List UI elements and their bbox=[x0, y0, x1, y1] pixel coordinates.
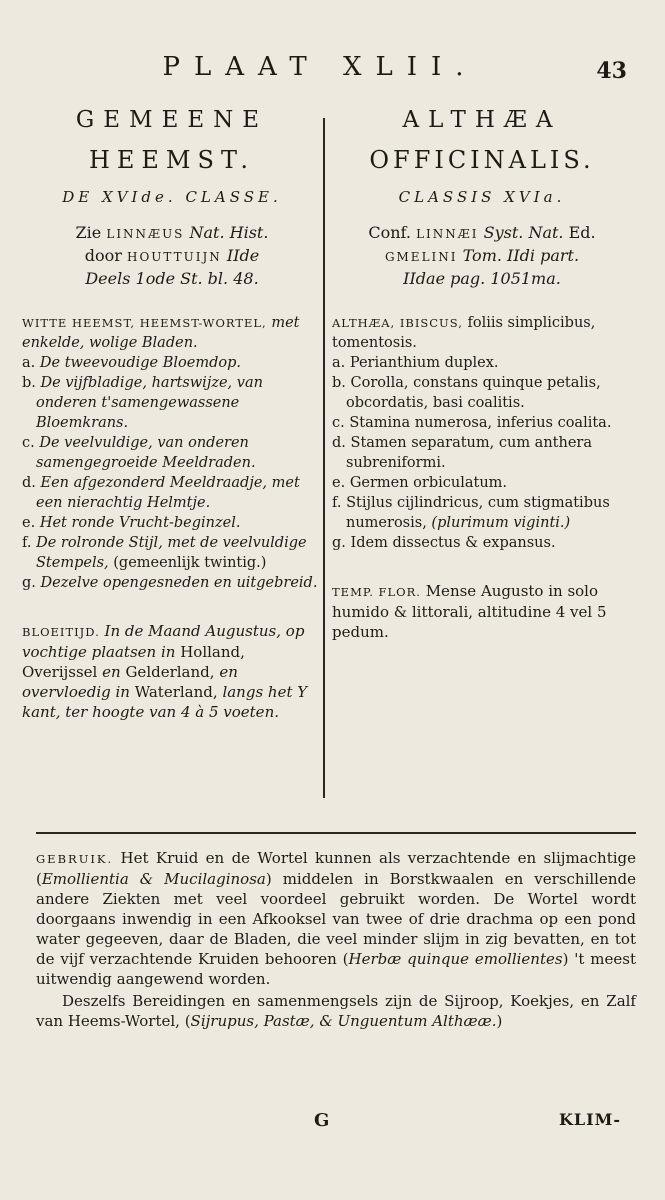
list-item: f. De rolronde Stijl, met de veelvuldige Stempels, (gemeenlijk twintig.) bbox=[22, 535, 307, 571]
list-item: g. Dezelve opengesneden en uitgebreid. bbox=[22, 575, 318, 591]
dutch-classe: DE XVIde. CLASSE. bbox=[62, 188, 282, 206]
gebruik-label: GEBRUIK. bbox=[36, 852, 114, 866]
bereidingen-paragraph: Deszelfs Bereidingen en samenmengsels zijn de Sijroop, Koekjes, en Zalf van Heems-Wortel, (Sijrupus, Pastæ, & Unguentum Althææ.) bbox=[36, 992, 636, 1030]
ref-linnaei: LINNÆI bbox=[416, 227, 479, 241]
latin-description bbox=[332, 313, 632, 353]
list-item: c. De veelvuldige, van onderen samengegroeide Meeldraden. bbox=[22, 435, 256, 471]
ref-syst: Syst. Nat. bbox=[483, 223, 564, 242]
signature-mark: G bbox=[314, 1110, 330, 1131]
dutch-title-1: GEMEENE bbox=[75, 107, 269, 133]
dutch-item-list bbox=[22, 353, 322, 593]
bloeitijd-label: BLOEITIJD. bbox=[22, 625, 100, 639]
list-item: f. Stijlus cijlindricus, cum stigmatibus numerosis, (plurimum viginti.) bbox=[332, 495, 610, 531]
latin-description-rest: foliis simplicibus, tomentosis. bbox=[332, 315, 596, 351]
dutch-description bbox=[22, 313, 322, 353]
list-item: e. Germen orbiculatum. bbox=[332, 475, 508, 491]
list-item: g. Idem dissectus & expansus. bbox=[332, 535, 556, 551]
list-item: a. Perianthium duplex. bbox=[332, 355, 499, 371]
list-item: d. Een afgezonderd Meeldraadje, met een nierachtig Helmtje. bbox=[22, 475, 300, 511]
latin-item-list bbox=[332, 353, 632, 553]
list-item: a. De tweevoudige Bloemdop. bbox=[22, 355, 241, 371]
ref-linnaeus: LINNÆUS bbox=[106, 227, 185, 241]
dutch-reference bbox=[22, 222, 322, 289]
list-item: e. Het ronde Vrucht-beginzel. bbox=[22, 515, 241, 531]
latin-description-lead: ALTHÆA, IBISCUS, bbox=[332, 316, 463, 330]
dutch-description-rest: met enkelde, wolige Bladen. bbox=[22, 315, 300, 351]
list-item: c. Stamina numerosa, inferius coalita. bbox=[332, 415, 612, 431]
ref-zie: Zie bbox=[75, 223, 102, 242]
section-rule bbox=[36, 832, 636, 834]
plate-title: PLAAT XLII. bbox=[162, 52, 478, 82]
column-divider bbox=[323, 118, 325, 798]
ref-conf: Conf. bbox=[368, 223, 411, 242]
list-item: d. Stamen separatum, cum anthera subreniformi. bbox=[332, 435, 592, 471]
gebruik-paragraph: GEBRUIK. Het Kruid en de Wortel kunnen als verzachtende en slijmachtige (Emollientia & Mucilaginosa) middelen in Borstkwaalen en verschillende andere Ziekten met veel voordeel gebruikt worden. De Wortel wordt doorgaans inwendig in een Afkooksel van twee of drie drachma op een pond water gegeeven, daar de Bladen, die veel minder slijm in zig bevatten, en tot de vijf verzachtende Kruiden behooren (Herbæ quinque emollientes) 't meest uitwendig aangewend worden. bbox=[36, 849, 636, 988]
ref-nat-hist: Nat. Hist. bbox=[189, 223, 269, 242]
gebruik-section bbox=[36, 848, 636, 1031]
ref-ed: Ed. bbox=[568, 223, 596, 242]
ref-tom: Tom. IIdi part. bbox=[462, 246, 580, 265]
ref-line3-latin: IIdae pag. 1051ma. bbox=[403, 269, 561, 288]
ref-houttuijn: HOUTTUIJN bbox=[126, 250, 222, 264]
catchword: KLIM- bbox=[559, 1110, 621, 1129]
dutch-title-2: HEEMST. bbox=[88, 146, 256, 174]
list-item: b. De vijfbladige, hartswijze, van onderen t'samengewassene Bloemkrans. bbox=[22, 375, 263, 431]
ref-door: door bbox=[84, 246, 122, 265]
dutch-description-lead: WITTE HEEMST, HEEMST-WORTEL, bbox=[22, 316, 267, 330]
latin-title-2: OFFICINALIS. bbox=[369, 146, 595, 174]
ref-gmelini: GMELINI bbox=[384, 250, 458, 264]
ref-line3: Deels 1ode St. bl. 48. bbox=[85, 269, 259, 288]
list-item: b. Corolla, constans quinque petalis, obcordatis, basi coalitis. bbox=[332, 375, 601, 411]
page-number: 43 bbox=[596, 58, 627, 84]
latin-title-1: ALTHÆA bbox=[402, 107, 562, 133]
latin-reference bbox=[332, 222, 632, 289]
ref-ilde: IIde bbox=[226, 246, 260, 265]
bloeitijd-paragraph: BLOEITIJD. In de Maand Augustus, op vochtige plaatsen in Holland, Overijssel en Gelderland, en overvloedig in Waterland, langs het Y kant, ter hoogte van 4 à 5 voeten. bbox=[22, 622, 308, 721]
latin-column bbox=[332, 100, 632, 642]
latin-classe: CLASSIS XVIa. bbox=[398, 188, 566, 206]
dutch-column bbox=[22, 100, 322, 722]
temp-flor-label: TEMP. FLOR. bbox=[332, 585, 421, 599]
temp-flor-paragraph: TEMP. FLOR. Mense Augusto in solo humido & littorali, altitudine 4 vel 5 pedum. bbox=[332, 582, 607, 641]
